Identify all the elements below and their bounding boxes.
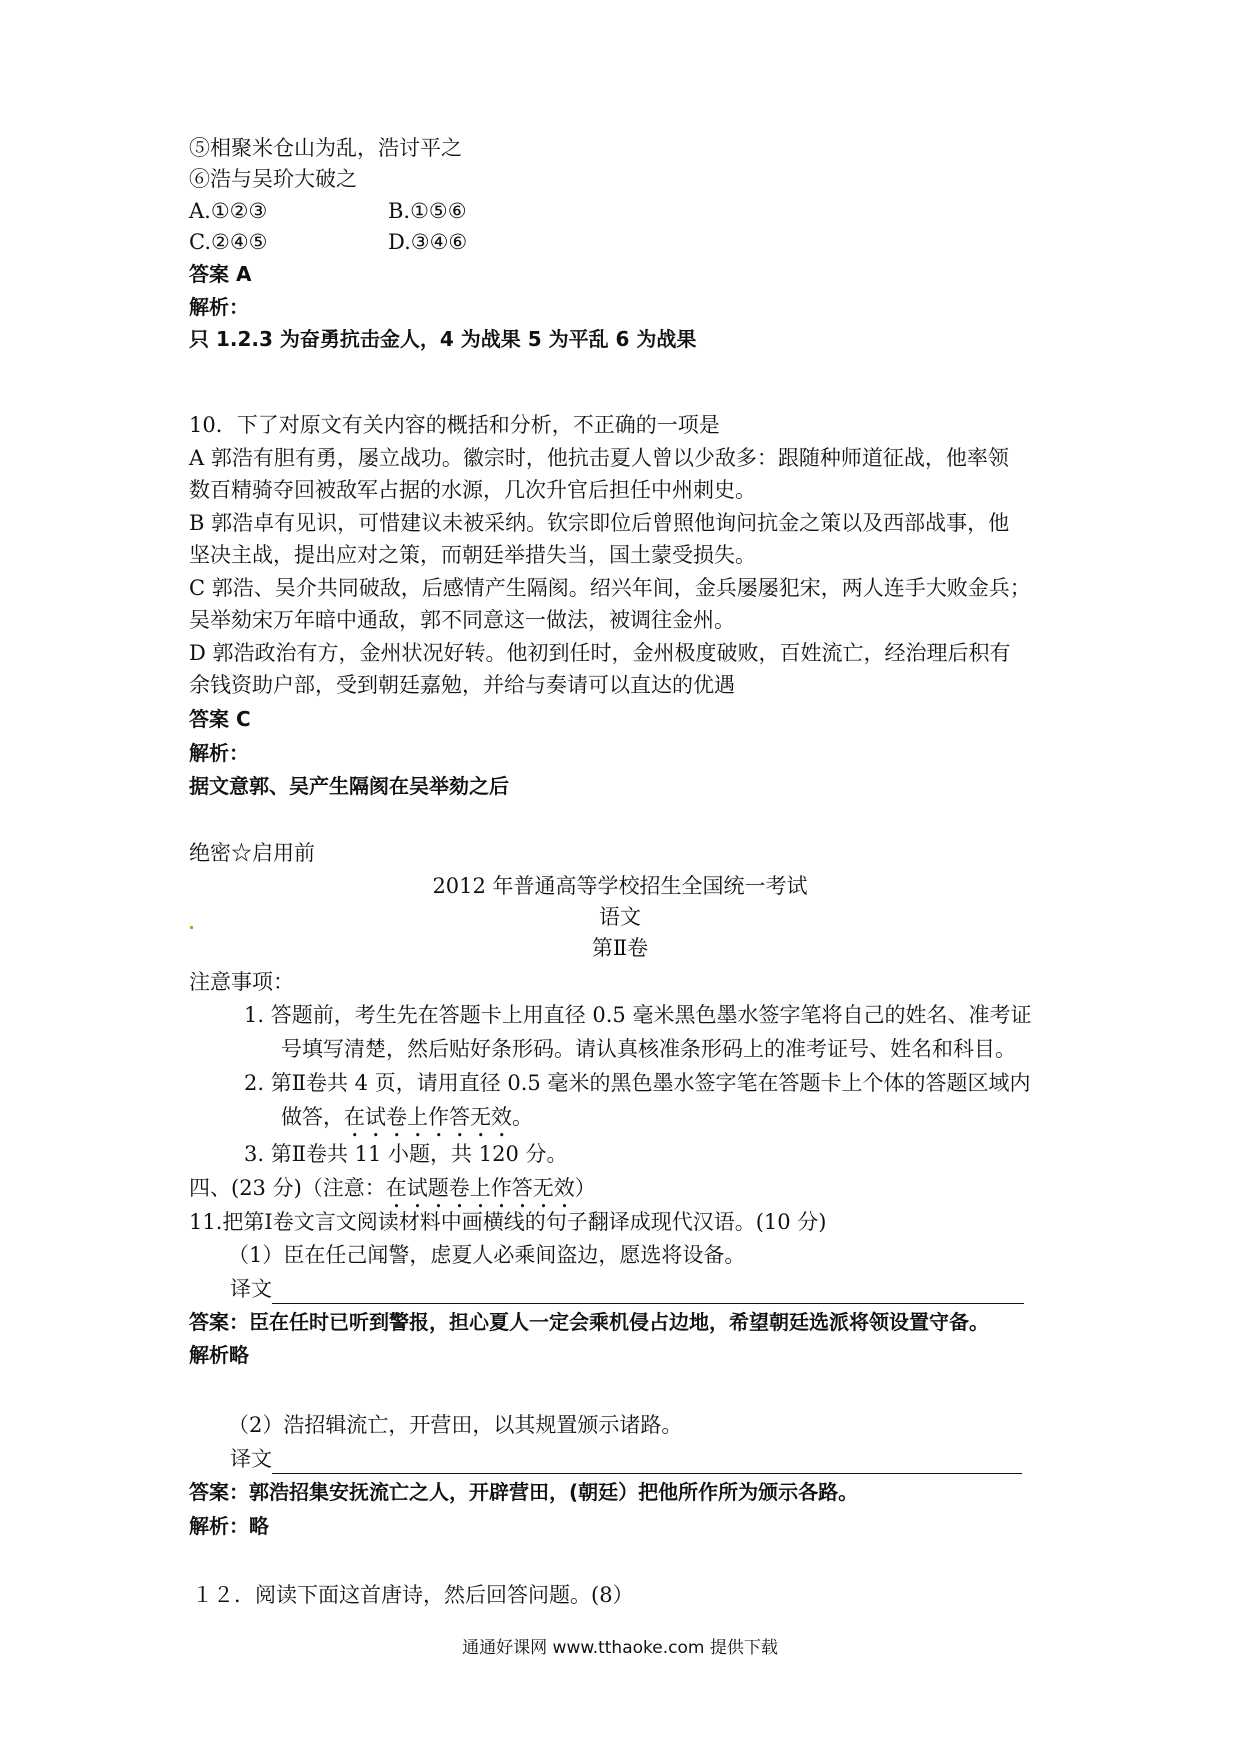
q9-analysis-label: 解析：	[189, 295, 249, 319]
translation-blank-1[interactable]	[272, 1279, 1024, 1304]
q11-sentence-1: （1）臣在任己闻警，虑夏人必乘间盗边，愿选将设备。	[228, 1243, 746, 1267]
note-2-line1: 2. 第Ⅱ卷共 4 页，请用直径 0.5 毫米的黑色墨水签字笔在答题卡上个体的答题区域内	[244, 1071, 1031, 1095]
section-4-post: ）	[574, 1176, 596, 1200]
q10-option-a-line2: 数百精骑夺回被敌军占据的水源，几次升官后担任中州刺史。	[189, 478, 756, 502]
q10-option-d-line2: 余钱资助户部，受到朝廷嘉勉，并给与奏请可以直达的优遇	[189, 673, 735, 697]
subject-title: 语文	[599, 905, 641, 929]
q9-option-a: A.①②③	[189, 199, 268, 223]
note-2-post: 。	[512, 1105, 533, 1129]
note-1-line2: 号填写清楚，然后贴好条形码。请认真核准条形码上的准考证号、姓名和科目。	[281, 1037, 1016, 1061]
q9-item-5: ⑤相聚米仓山为乱，浩讨平之	[189, 136, 462, 160]
translation-label: 译文	[230, 1277, 272, 1301]
q11-analysis-2: 解析：略	[189, 1514, 269, 1538]
note-3: 3. 第Ⅱ卷共 11 小题，共 120 分。	[244, 1142, 568, 1166]
notes-title: 注意事项：	[189, 970, 294, 994]
q10-option-c-line2: 吴举劾宋万年暗中通敌，郭不同意这一做法，被调往金州。	[189, 608, 735, 632]
exam-title: 2012 年普通高等学校招生全国统一考试	[432, 874, 808, 898]
q10-option-a-line1: A 郭浩有胆有勇，屡立战功。徽宗时，他抗击夏人曾以少敌多：跟随种师道征战，他率领	[189, 446, 1009, 470]
q11-translation-2[interactable]	[230, 1444, 1022, 1474]
secret-mark: 绝密☆启用前	[189, 841, 315, 865]
q10-option-d-line1: D 郭浩政治有方，金州状况好转。他初到任时，金州极度破败，百姓流亡，经治理后积有	[189, 641, 1011, 665]
section-4-emphasis: 在试题卷上作答无效	[385, 1176, 575, 1200]
q10-answer: 答案 C	[189, 707, 251, 731]
q11-stem: 11.把第Ⅰ卷文言文阅读材料中画横线的句子翻译成现代汉语。(10 分)	[189, 1210, 827, 1234]
q12-stem: １２．阅读下面这首唐诗，然后回答问题。(8）	[192, 1583, 634, 1607]
note-2-line2	[281, 1102, 533, 1142]
note-1-line1: 1. 答题前，考生先在答题卡上用直径 0.5 毫米黑色墨水签字笔将自己的姓名、准考证	[244, 1003, 1032, 1027]
note-2-emphasis: 在试卷上作答无效	[344, 1105, 512, 1129]
q10-option-b-line1: B 郭浩卓有见识，可惜建议未被采纳。钦宗即位后曾照他询问抗金之策以及西部战事，他	[189, 511, 1010, 535]
q10-stem: 10．下了对原文有关内容的概括和分析，不正确的一项是	[189, 413, 720, 437]
translation-label: 译文	[230, 1447, 272, 1471]
q10-analysis-label: 解析：	[189, 741, 249, 765]
q11-answer-1: 答案：臣在任时已听到警报，担心夏人一定会乘机侵占边地，希望朝廷选派将领设置守备。	[189, 1310, 989, 1334]
q10-analysis: 据文意郭、吴产生隔阂在吴举劾之后	[189, 774, 509, 798]
q9-item-6: ⑥浩与吴玠大破之	[189, 167, 357, 191]
section-4-pre: 四、(23 分)（注意：	[189, 1176, 386, 1200]
q9-option-b: B.①⑤⑥	[388, 199, 467, 223]
q10-option-c-line1: C 郭浩、吴介共同破敌，后感情产生隔阂。绍兴年间，金兵屡屡犯宋，两人连手大败金兵；	[189, 576, 1031, 600]
q11-sentence-2: （2）浩招辑流亡，开营田，以其规置颁示诸路。	[228, 1413, 683, 1437]
q11-analysis-1: 解析略	[189, 1343, 249, 1367]
volume-title: 第Ⅱ卷	[591, 936, 649, 960]
q10-option-b-line2: 坚决主战，提出应对之策，而朝廷举措失当，国土蒙受损失。	[189, 543, 756, 567]
page-footer: 通通好课网 www.tthaoke.com 提供下载	[462, 1638, 778, 1658]
q11-translation-1[interactable]	[230, 1274, 1024, 1304]
q9-option-d: D.③④⑥	[388, 230, 468, 254]
q9-analysis: 只 1.2.3 为奋勇抗击金人，4 为战果 5 为平乱 6 为战果	[189, 327, 697, 351]
q11-answer-2: 答案：郭浩招集安抚流亡之人，开辟营田，(朝廷）把他所作所为颁示各路。	[189, 1480, 859, 1504]
translation-blank-2[interactable]	[272, 1449, 1022, 1474]
q9-option-c: C.②④⑤	[189, 230, 268, 254]
note-2-pre: 做答，	[281, 1105, 344, 1129]
q9-answer: 答案 A	[189, 262, 252, 286]
